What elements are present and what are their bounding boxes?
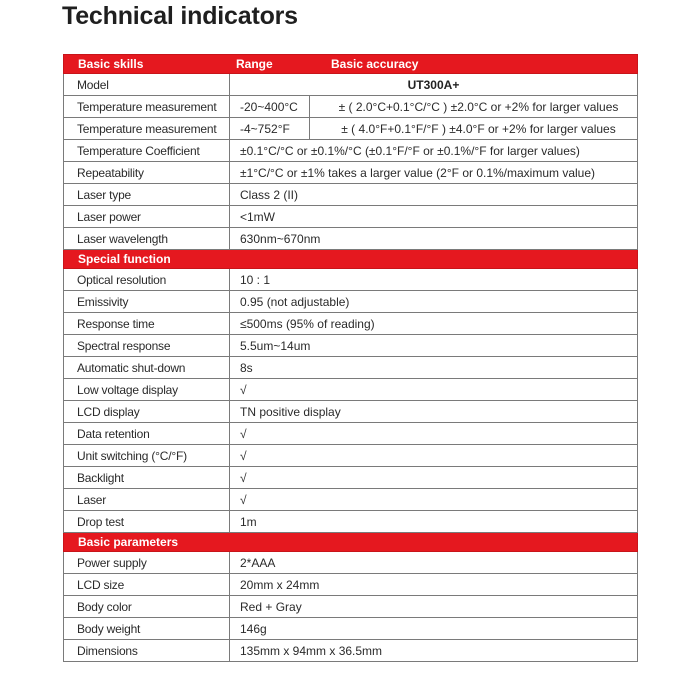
accuracy-value: ± ( 4.0°F+0.1°F/°F ) ±4.0°F or +2% for larger values <box>310 118 638 140</box>
section-label-basic-accuracy: Basic accuracy <box>331 57 419 71</box>
table-row <box>64 401 638 423</box>
row-value: ±0.1°C/°C or ±0.1%/°C (±0.1°F/°F or ±0.1%/°F for larger values) <box>230 140 638 162</box>
row-label: Automatic shut-down <box>64 357 230 379</box>
row-label: Backlight <box>64 467 230 489</box>
row-label: LCD display <box>64 401 230 423</box>
row-value: √ <box>230 467 638 489</box>
table-row-model <box>64 74 638 96</box>
model-value: UT300A+ <box>230 74 638 96</box>
row-label: Drop test <box>64 511 230 533</box>
row-value: 8s <box>230 357 638 379</box>
table-row <box>64 489 638 511</box>
row-label-model: Model <box>64 74 230 96</box>
table-row <box>64 269 638 291</box>
row-value: Red + Gray <box>230 596 638 618</box>
row-value: ≤500ms (95% of reading) <box>230 313 638 335</box>
row-label: Temperature measurement <box>64 96 230 118</box>
section-label-basic-skills: Basic skills <box>78 57 144 71</box>
row-value: ±1°C/°C or ±1% takes a larger value (2°F or 0.1%/maximum value) <box>230 162 638 184</box>
table-row <box>64 313 638 335</box>
table-row <box>64 596 638 618</box>
row-label: Response time <box>64 313 230 335</box>
row-value: TN positive display <box>230 401 638 423</box>
row-value: 10 : 1 <box>230 269 638 291</box>
section-label-basic-parameters: Basic parameters <box>64 533 638 552</box>
row-label: Laser type <box>64 184 230 206</box>
row-value: 0.95 (not adjustable) <box>230 291 638 313</box>
table-row <box>64 467 638 489</box>
section-header-basic-parameters <box>64 533 638 552</box>
row-label: Power supply <box>64 552 230 574</box>
row-label: Laser power <box>64 206 230 228</box>
accuracy-value: ± ( 2.0°C+0.1°C/°C ) ±2.0°C or +2% for larger values <box>310 96 638 118</box>
row-label: Body color <box>64 596 230 618</box>
row-label: Dimensions <box>64 640 230 662</box>
spec-table <box>63 54 638 662</box>
table-row <box>64 379 638 401</box>
section-header-basic-skills <box>64 55 638 74</box>
row-value: 135mm x 94mm x 36.5mm <box>230 640 638 662</box>
table-row <box>64 184 638 206</box>
row-label: Repeatability <box>64 162 230 184</box>
range-value: -20~400°C <box>230 96 310 118</box>
row-value: √ <box>230 423 638 445</box>
row-label: Spectral response <box>64 335 230 357</box>
row-value: 1m <box>230 511 638 533</box>
table-row <box>64 335 638 357</box>
row-label: Optical resolution <box>64 269 230 291</box>
section-header-special-function <box>64 250 638 269</box>
table-row <box>64 162 638 184</box>
row-label: Laser wavelength <box>64 228 230 250</box>
page-title: Technical indicators <box>62 2 298 30</box>
row-value: √ <box>230 379 638 401</box>
table-row <box>64 574 638 596</box>
row-label: Low voltage display <box>64 379 230 401</box>
row-value: <1mW <box>230 206 638 228</box>
row-value: 630nm~670nm <box>230 228 638 250</box>
row-value: 146g <box>230 618 638 640</box>
table-row <box>64 618 638 640</box>
row-label: Emissivity <box>64 291 230 313</box>
table-row <box>64 140 638 162</box>
row-value: √ <box>230 445 638 467</box>
table-row <box>64 640 638 662</box>
row-value: 20mm x 24mm <box>230 574 638 596</box>
row-label: Temperature measurement <box>64 118 230 140</box>
row-value: 2*AAA <box>230 552 638 574</box>
row-label: Unit switching (°C/°F) <box>64 445 230 467</box>
row-label: Data retention <box>64 423 230 445</box>
table-row <box>64 96 638 118</box>
section-label-range: Range <box>236 57 273 71</box>
row-label: Temperature Coefficient <box>64 140 230 162</box>
row-label: Body weight <box>64 618 230 640</box>
table-row <box>64 445 638 467</box>
table-row <box>64 423 638 445</box>
row-value: 5.5um~14um <box>230 335 638 357</box>
row-value: √ <box>230 489 638 511</box>
table-row <box>64 228 638 250</box>
section-label-special-function: Special function <box>64 250 638 269</box>
table-row <box>64 552 638 574</box>
table-row <box>64 511 638 533</box>
table-row <box>64 357 638 379</box>
table-row <box>64 206 638 228</box>
table-row <box>64 118 638 140</box>
range-value: -4~752°F <box>230 118 310 140</box>
row-value: Class 2 (II) <box>230 184 638 206</box>
row-label: LCD size <box>64 574 230 596</box>
table-row <box>64 291 638 313</box>
row-label: Laser <box>64 489 230 511</box>
